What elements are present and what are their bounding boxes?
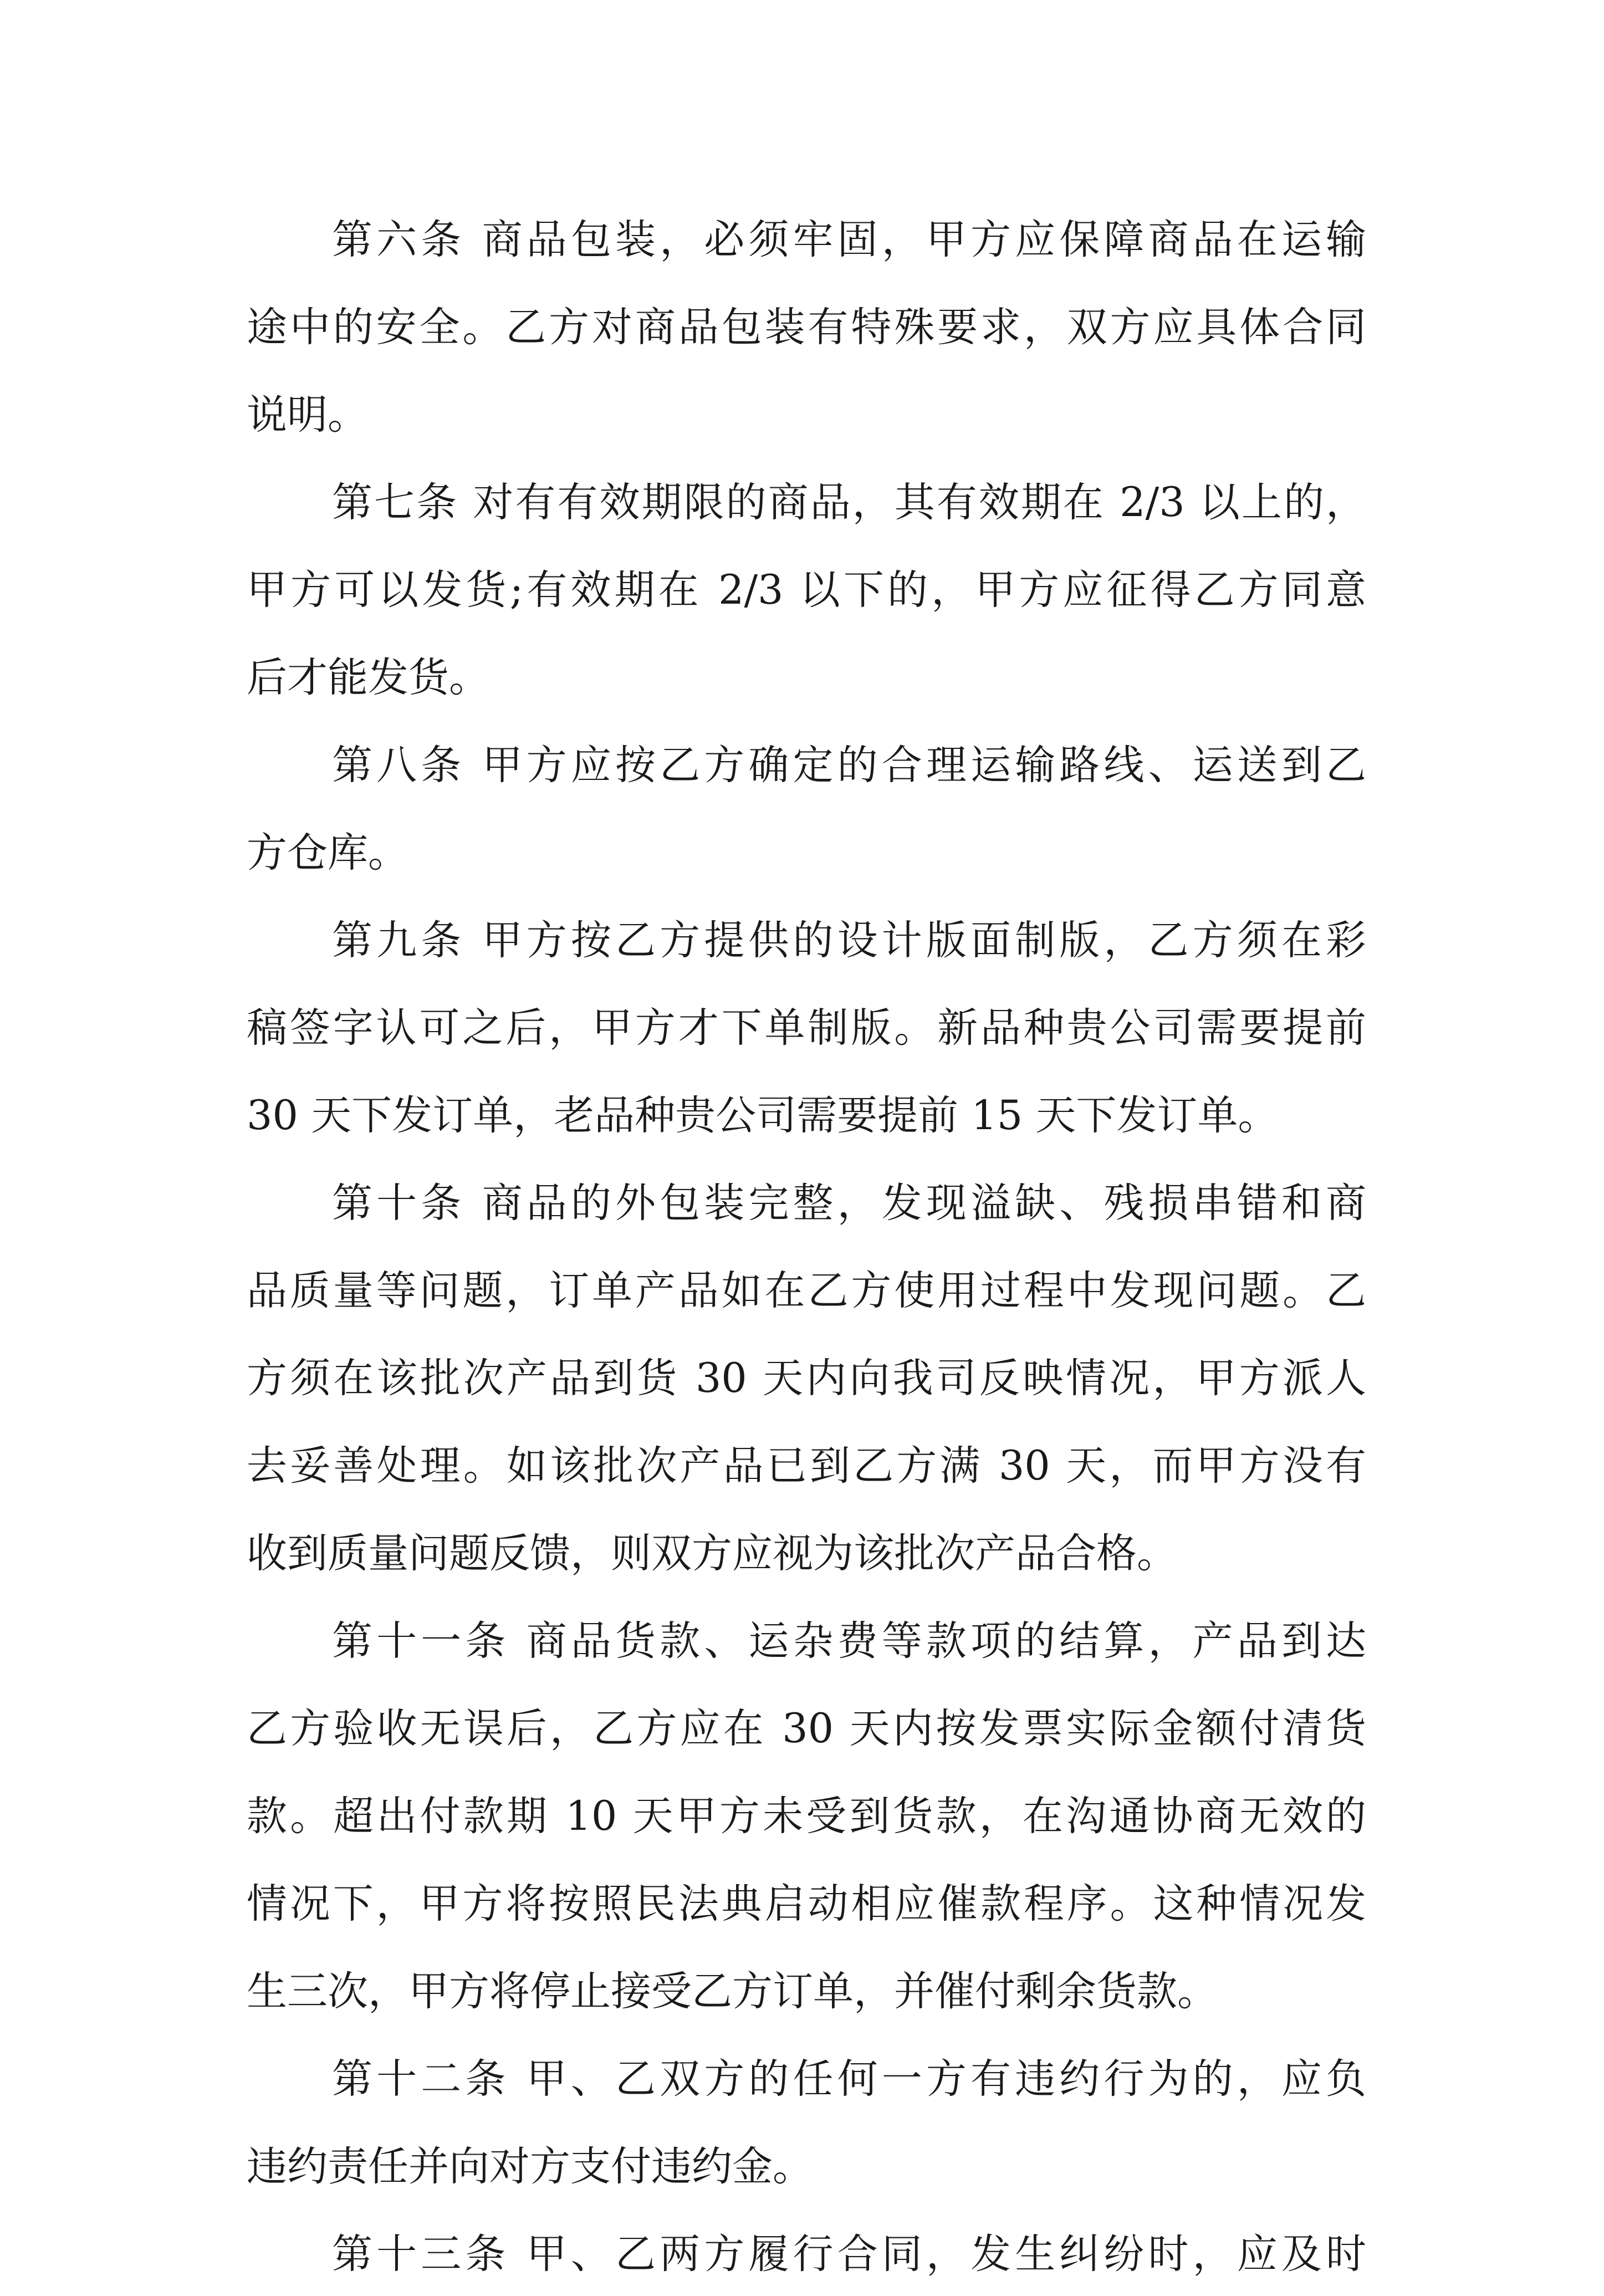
text-line: 生三次，甲方将停止接受乙方订单，并催付剩余货款。 [247,1968,1218,2015]
text-line: 违约责任并向对方支付违约金。 [247,2143,813,2190]
text-line: 第十一条 商品货款、运杂费等款项的结算，产品到达 [332,1618,1366,1665]
text-line: 第十二条 甲、乙双方的任何一方有违约行为的，应负 [332,2055,1366,2103]
text-line: 款。超出付款期 10 天甲方未受到货款，在沟通协商无效的 [247,1793,1366,1840]
text-line: 方须在该批次产品到货 30 天内向我司反映情况，甲方派人 [247,1355,1366,1402]
text-line: 途中的安全。乙方对商品包装有特殊要求，双方应具体合同 [247,304,1366,351]
text-line: 第七条 对有有效期限的商品，其有效期在 2/3 以上的， [332,479,1366,526]
text-line: 收到质量问题反馈，则双方应视为该批次产品合格。 [247,1530,1177,1577]
text-line: 情况下，甲方将按照民法典启动相应催款程序。这种情况发 [247,1880,1366,1927]
text-line: 稿签字认可之后，甲方才下单制版。新品种贵公司需要提前 [247,1004,1366,1052]
text-line: 甲方可以发货;有效期在 2/3 以下的，甲方应征得乙方同意 [247,567,1366,614]
text-line: 乙方验收无误后，乙方应在 30 天内按发票实际金额付清货 [247,1705,1366,1752]
text-line: 说明。 [247,391,368,438]
text-line: 方仓库。 [247,829,408,876]
text-line: 品质量等问题，订单产品如在乙方使用过程中发现问题。乙 [247,1267,1366,1314]
text-line: 去妥善处理。如该批次产品已到乙方满 30 天，而甲方没有 [247,1442,1366,1489]
text-line: 第八条 甲方应按乙方确定的合理运输路线、运送到乙 [332,742,1366,789]
text-line: 第十条 商品的外包装完整，发现溢缺、残损串错和商 [332,1180,1366,1227]
text-line: 第九条 甲方按乙方提供的设计版面制版，乙方须在彩 [332,917,1366,964]
text-line: 第十三条 甲、乙两方履行合同，发生纠纷时，应及时 [332,2231,1366,2278]
text-line: 第六条 商品包装，必须牢固，甲方应保障商品在运输 [332,216,1366,263]
text-line: 后才能发货。 [247,654,489,701]
text-line: 30 天下发订单，老品种贵公司需要提前 15 天下发订单。 [247,1092,1279,1139]
